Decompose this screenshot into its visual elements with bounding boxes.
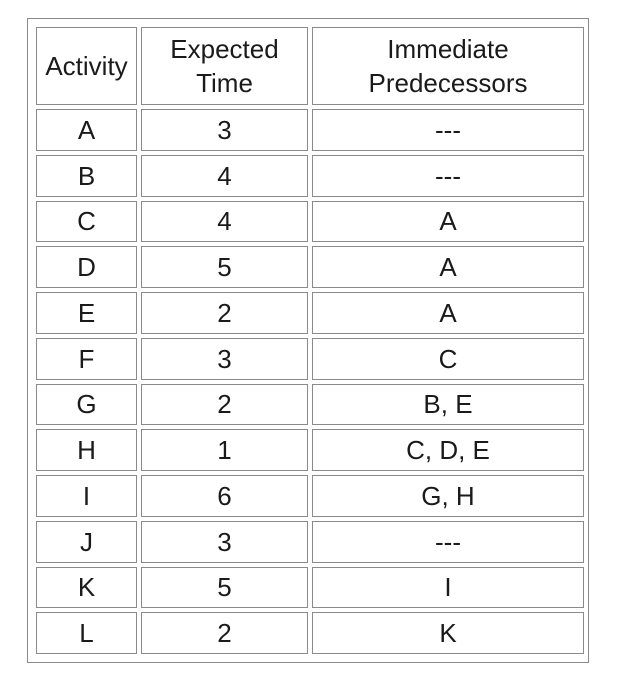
table-row (36, 567, 584, 609)
table-row (36, 292, 584, 334)
cell-expected-time: 4 (141, 201, 308, 243)
cell-activity: A (36, 109, 137, 151)
header-immediate-predecessors: Immediate Predecessors (312, 27, 584, 105)
cell-activity: J (36, 521, 137, 563)
cell-activity: B (36, 155, 137, 197)
table-row (36, 201, 584, 243)
header-activity: Activity (36, 27, 137, 105)
cell-expected-time: 3 (141, 109, 308, 151)
cell-expected-time: 4 (141, 155, 308, 197)
cell-predecessors: K (312, 612, 584, 654)
cell-predecessors: A (312, 201, 584, 243)
cell-activity: F (36, 338, 137, 380)
table-row (36, 384, 584, 426)
table-row (36, 429, 584, 471)
table-row (36, 155, 584, 197)
cell-predecessors: C (312, 338, 584, 380)
table-row (36, 475, 584, 517)
activity-table-container (27, 18, 589, 663)
table-row (36, 109, 584, 151)
cell-expected-time: 6 (141, 475, 308, 517)
cell-expected-time: 5 (141, 567, 308, 609)
cell-predecessors: --- (312, 109, 584, 151)
cell-predecessors: A (312, 246, 584, 288)
table-row (36, 338, 584, 380)
cell-predecessors: A (312, 292, 584, 334)
activity-table (32, 23, 588, 658)
cell-activity: C (36, 201, 137, 243)
table-row (36, 521, 584, 563)
cell-expected-time: 5 (141, 246, 308, 288)
cell-predecessors: C, D, E (312, 429, 584, 471)
cell-expected-time: 2 (141, 292, 308, 334)
cell-activity: K (36, 567, 137, 609)
table-row (36, 612, 584, 654)
cell-expected-time: 3 (141, 521, 308, 563)
cell-activity: I (36, 475, 137, 517)
cell-activity: L (36, 612, 137, 654)
cell-expected-time: 3 (141, 338, 308, 380)
cell-predecessors: B, E (312, 384, 584, 426)
cell-predecessors: --- (312, 521, 584, 563)
cell-activity: E (36, 292, 137, 334)
table-header-row (36, 27, 584, 105)
cell-activity: H (36, 429, 137, 471)
table-row (36, 246, 584, 288)
cell-expected-time: 2 (141, 384, 308, 426)
cell-predecessors: G, H (312, 475, 584, 517)
cell-expected-time: 2 (141, 612, 308, 654)
cell-expected-time: 1 (141, 429, 308, 471)
cell-predecessors: --- (312, 155, 584, 197)
cell-activity: D (36, 246, 137, 288)
cell-activity: G (36, 384, 137, 426)
header-expected-time: Expected Time (141, 27, 308, 105)
cell-predecessors: I (312, 567, 584, 609)
